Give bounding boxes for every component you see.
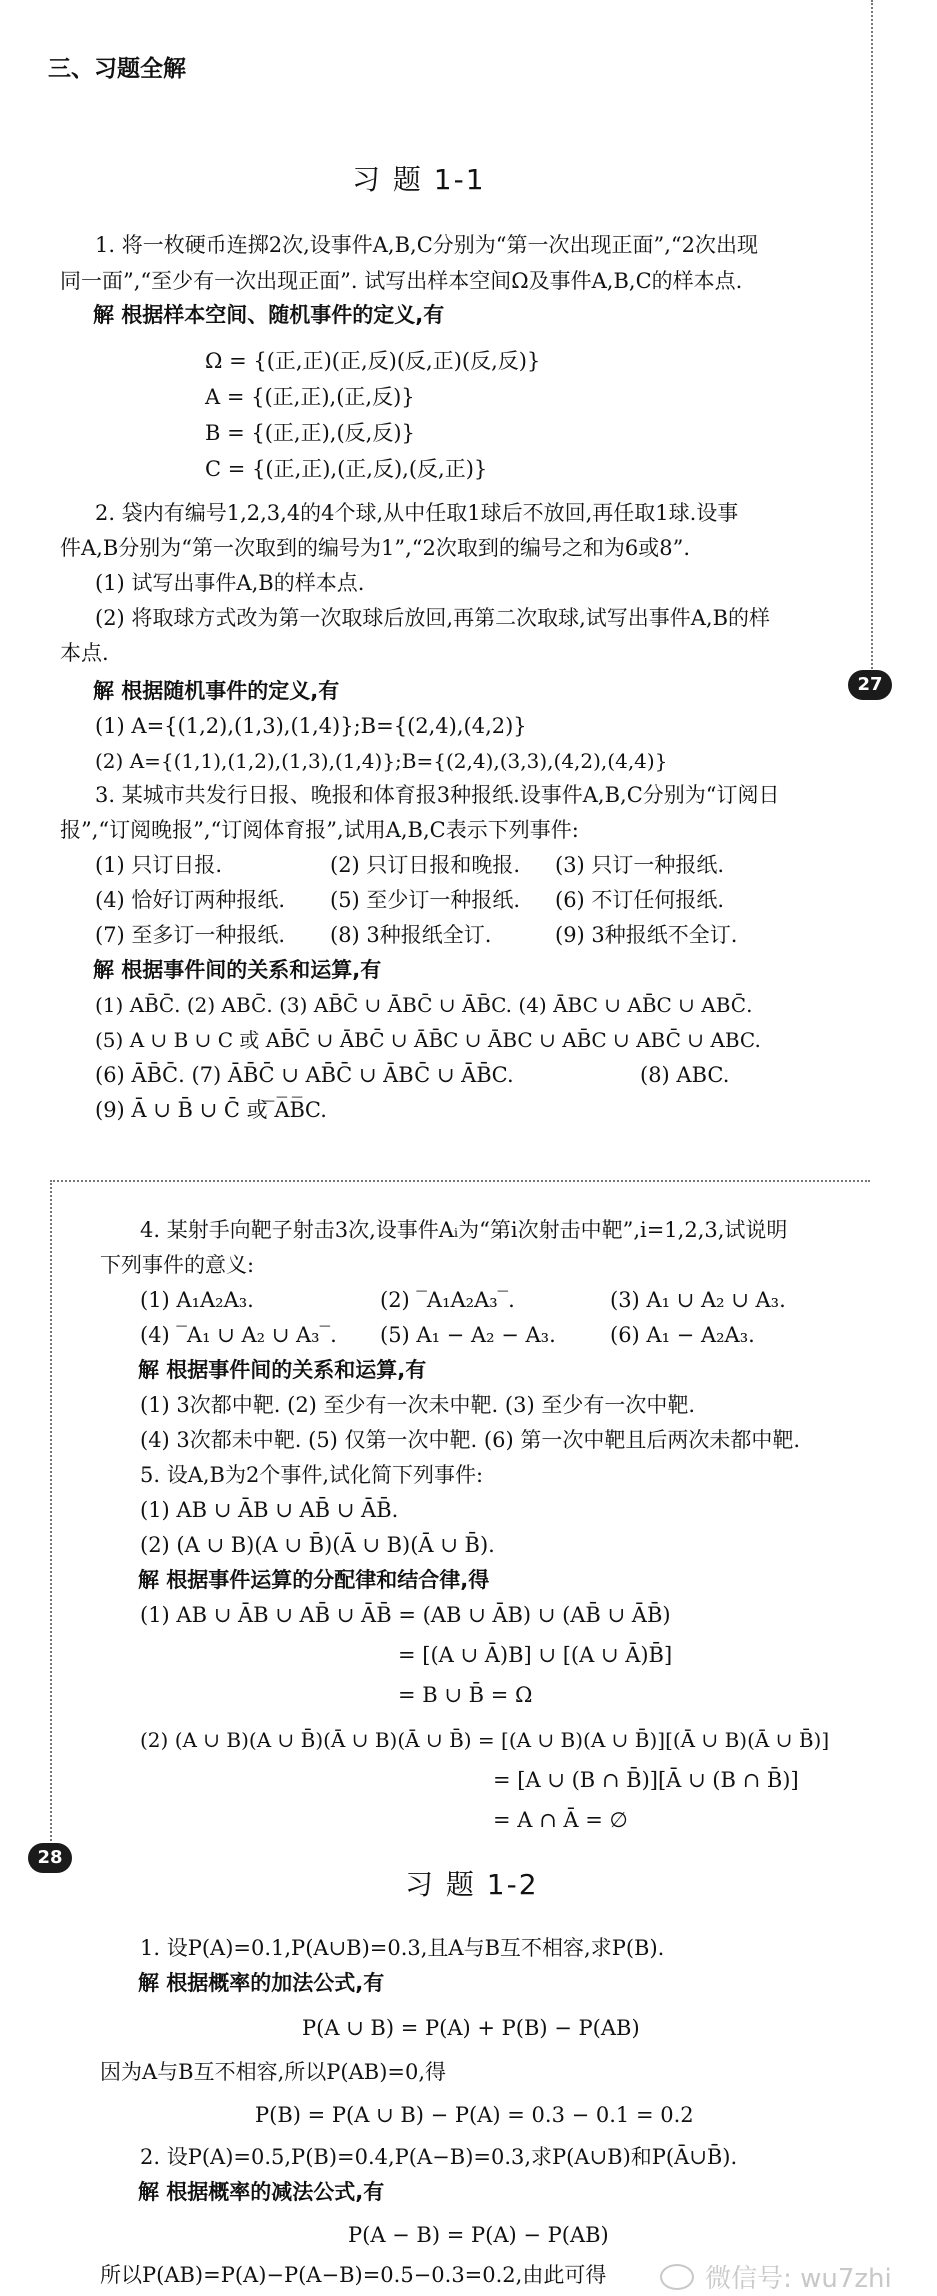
- problem-3-line-1: 3. 某城市共发行日报、晚报和体育报3种报纸.设事件A,B,C分别为“订阅日: [95, 783, 780, 807]
- problem-3-line-2: 报”,“订阅晚报”,“订阅体育报”,试用A,B,C表示下列事件:: [60, 818, 579, 842]
- solution-2-part-2: (2) A={(1,1),(1,2),(1,3),(1,4)};B={(2,4),(3,3),(4,2),(4,4)}: [95, 749, 668, 773]
- problem-2-line-2: 件A,B分别为“第一次取到的编号为1”,“2次取到的编号之和为6或8”.: [60, 536, 691, 560]
- problem-3-item-1: (1) 只订日报.: [95, 853, 223, 877]
- wechat-icon: [660, 2264, 694, 2290]
- problem-5-item-2: (2) (A ∪ B)(A ∪ B̄)(Ā ∪ B)(Ā ∪ B̄).: [140, 1533, 495, 1557]
- exercise-2-formula-3: P(A − B) = P(A) − P(AB): [348, 2223, 609, 2247]
- problem-3-item-9: (9) 3种报纸不全订.: [555, 923, 738, 947]
- solution-5-eq-2b: = [A ∪ (B ∩ B̄)][Ā ∪ (B ∩ B̄)]: [493, 1768, 799, 1792]
- solution-5-eq-1b: = [(A ∪ Ā)B] ∪ [(A ∪ Ā)B̄]: [398, 1643, 673, 1667]
- exercise-2-formula-2: P(B) = P(A ∪ B) − P(A) = 0.3 − 0.1 = 0.2: [255, 2103, 694, 2127]
- page-edge-line-right: [871, 0, 873, 680]
- problem-2-part-2-cont: 本点.: [60, 641, 109, 665]
- solution-4-intro: 解 根据事件间的关系和运算,有: [138, 1358, 427, 1382]
- solution-3-line-3: (6) ĀB̄C̄. (7) ĀB̄C̄ ∪ AB̄C̄ ∪ ĀBC̄ ∪ ĀB̄C.: [95, 1063, 514, 1087]
- page-divider: [50, 1180, 870, 1182]
- page-number-badge-27: 27: [848, 670, 892, 700]
- exercise-2-solution-1-intro: 解 根据概率的加法公式,有: [138, 1971, 385, 1995]
- exercise-2-problem-1: 1. 设P(A)=0.1,P(A∪B)=0.3,且A与B互不相容,求P(B).: [140, 1936, 665, 1960]
- solution-1-intro: 解 根据样本空间、随机事件的定义,有: [93, 303, 445, 327]
- exercise-2-text-1: 因为A与B互不相容,所以P(AB)=0,得: [100, 2060, 447, 2084]
- solution-1-b: B = {(正,正),(反,反)}: [205, 421, 415, 445]
- solution-3-intro: 解 根据事件间的关系和运算,有: [93, 958, 382, 982]
- problem-2-line-1: 2. 袋内有编号1,2,3,4的4个球,从中任取1球后不放回,再任取1球.设事: [95, 501, 739, 525]
- problem-4-item-6: (6) A₁ − A₂A₃.: [610, 1323, 755, 1347]
- watermark-text: 微信号: wu7zhi: [705, 2264, 892, 2294]
- page-edge-line-left: [50, 1180, 52, 1860]
- problem-3-item-5: (5) 至少订一种报纸.: [330, 888, 521, 912]
- problem-3-item-8: (8) 3种报纸全订.: [330, 923, 492, 947]
- section-title: 三、习题全解: [48, 56, 186, 82]
- exercise-2-formula-1: P(A ∪ B) = P(A) + P(B) − P(AB): [302, 2016, 640, 2040]
- problem-2-part-1: (1) 试写出事件A,B的样本点.: [95, 571, 365, 595]
- problem-3-item-4: (4) 恰好订两种报纸.: [95, 888, 286, 912]
- problem-3-item-7: (7) 至多订一种报纸.: [95, 923, 286, 947]
- solution-5-eq-2a: (2) (A ∪ B)(A ∪ B̄)(Ā ∪ B)(Ā ∪ B̄) = [(A ∪ B)(A ∪ B̄)][(Ā ∪ B)(Ā ∪ B̄)]: [140, 1728, 830, 1752]
- solution-3-line-3b: (8) ABC.: [640, 1063, 730, 1087]
- watermark: [660, 2258, 892, 2295]
- solution-2-part-1: (1) A={(1,2),(1,3),(1,4)};B={(2,4),(4,2)}: [95, 714, 527, 738]
- solution-1-omega: Ω = {(正,正)(正,反)(反,正)(反,反)}: [205, 349, 541, 373]
- exercise-title-1-1: 习 题 1-1: [352, 163, 486, 196]
- solution-1-c: C = {(正,正),(正,反),(反,正)}: [205, 457, 488, 481]
- problem-5-line-1: 5. 设A,B为2个事件,试化简下列事件:: [140, 1463, 484, 1487]
- solution-5-eq-1c: = B ∪ B̄ = Ω: [398, 1683, 533, 1707]
- solution-5-eq-1a: (1) AB ∪ ĀB ∪ AB̄ ∪ ĀB̄ = (AB ∪ ĀB) ∪ (AB̄ ∪ ĀB̄): [140, 1603, 671, 1627]
- problem-1-line-1: 1. 将一枚硬币连掷2次,设事件A,B,C分别为“第一次出现正面”,“2次出现: [95, 233, 759, 257]
- problem-4-line-1: 4. 某射手向靶子射击3次,设事件Aᵢ为“第i次射击中靶”,i=1,2,3,试说明: [140, 1218, 788, 1242]
- problem-2-part-2: (2) 将取球方式改为第一次取球后放回,再第二次取球,试写出事件A,B的样: [95, 606, 771, 630]
- exercise-title-1-2: 习 题 1-2: [405, 1868, 539, 1901]
- exercise-2-solution-2-intro: 解 根据概率的减法公式,有: [138, 2180, 385, 2204]
- problem-5-item-1: (1) AB ∪ ĀB ∪ AB̄ ∪ ĀB̄.: [140, 1498, 399, 1522]
- solution-1-a: A = {(正,正),(正,反)}: [205, 385, 415, 409]
- solution-5-intro: 解 根据事件运算的分配律和结合律,得: [138, 1568, 490, 1592]
- problem-3-item-3: (3) 只订一种报纸.: [555, 853, 725, 877]
- solution-3-line-1: (1) AB̄C̄. (2) ABC̄. (3) AB̄C̄ ∪ ĀBC̄ ∪ ĀB̄C. (4) ĀBC ∪ AB̄C ∪ ABC̄.: [95, 993, 753, 1017]
- page-number-badge-28: 28: [28, 1843, 72, 1873]
- solution-4-line-2: (4) 3次都未中靶. (5) 仅第一次中靶. (6) 第一次中靶且后两次未都中靶.: [140, 1428, 801, 1452]
- solution-2-intro: 解 根据随机事件的定义,有: [93, 679, 340, 703]
- problem-3-item-2: (2) 只订日报和晚报.: [330, 853, 521, 877]
- solution-3-line-2: (5) A ∪ B ∪ C 或 AB̄C̄ ∪ ĀBC̄ ∪ ĀB̄C ∪ ĀBC ∪ AB̄C ∪ ABC̄ ∪ ABC.: [95, 1028, 761, 1052]
- problem-3-item-6: (6) 不订任何报纸.: [555, 888, 725, 912]
- problem-4-item-1: (1) A₁A₂A₃.: [140, 1288, 254, 1312]
- problem-4-line-2: 下列事件的意义:: [100, 1253, 255, 1277]
- exercise-2-problem-2: 2. 设P(A)=0.5,P(B)=0.4,P(A−B)=0.3,求P(A∪B)和P(Ā∪B̄).: [140, 2145, 738, 2169]
- problem-4-item-3: (3) A₁ ∪ A₂ ∪ A₃.: [610, 1288, 786, 1312]
- problem-4-item-4: (4) ‾A₁ ∪ A₂ ∪ A₃‾.: [140, 1323, 337, 1347]
- solution-3-line-4: (9) Ā ∪ B̄ ∪ C̄ 或 ̅A̅B̅C.: [95, 1098, 327, 1122]
- problem-1-line-2: 同一面”,“至少有一次出现正面”. 试写出样本空间Ω及事件A,B,C的样本点.: [60, 269, 743, 293]
- problem-4-item-5: (5) A₁ − A₂ − A₃.: [380, 1323, 556, 1347]
- exercise-2-text-2: 所以P(AB)=P(A)−P(A−B)=0.5−0.3=0.2,由此可得: [100, 2263, 607, 2287]
- problem-4-item-2: (2) ‾A₁A₂A₃‾.: [380, 1288, 515, 1312]
- solution-4-line-1: (1) 3次都中靶. (2) 至少有一次未中靶. (3) 至少有一次中靶.: [140, 1393, 696, 1417]
- solution-5-eq-2c: = A ∩ Ā = ∅: [493, 1808, 628, 1832]
